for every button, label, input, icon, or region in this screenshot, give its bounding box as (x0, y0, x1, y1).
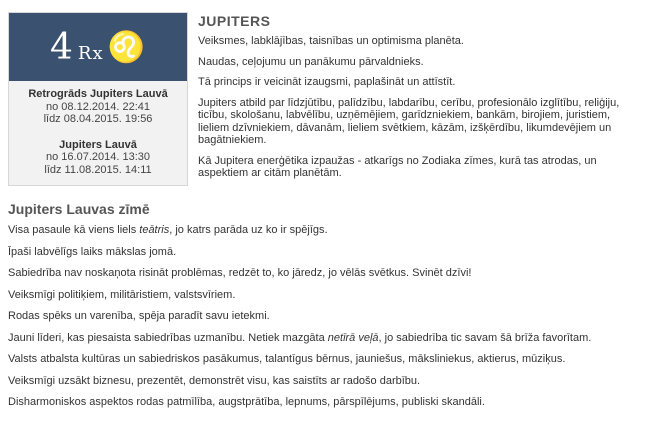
sign-paragraph-8: Veiksmīgi uzsākt biznesu, prezentēt, demonstrēt visu, kas saistīts ar radošo darbību. (8, 374, 421, 387)
planet-title: JUPITERS (198, 13, 271, 29)
transit-dates (9, 88, 187, 176)
retrograde-from: no 08.12.2014. 22:41 (46, 100, 150, 113)
jupiter-icon: 4 (50, 26, 74, 68)
sign-paragraph-5: Rodas spēks un varenība, spēja paradīt savu ietekmi. (8, 310, 270, 322)
planet-description (198, 12, 643, 180)
sign-paragraph-9: Disharmoniskos aspektos rodas patmīlība, augstprātība, lepnums, pārspīlējums, publiski skandāli. (8, 396, 485, 408)
transit-to: līdz 11.08.2015. 14:11 (44, 163, 152, 176)
sign-section (8, 200, 644, 409)
sign-paragraph-3: Sabiedrība nav noskaņota risināt problēmas, redzēt to, ko jāredz, jo vēlās svētkus. Svinēt dzīvi! (8, 267, 472, 279)
planet-paragraph-5: Kā Jupitera enerģētika izpaužas - atkarīgs no Zodiaka zīmes, kurā tas atrodas, un aspektiem ar citām planētām. (198, 154, 597, 179)
sign-paragraph-7: Valsts atbalsta kultūras un sabiedriskos pasākumus, talantīgus bērnus, jauniešus, māksliniekus, aktierus, mūziķus. (8, 353, 566, 365)
retrograde-to: līdz 08.04.2015. 19:56 (43, 113, 153, 125)
transit-from: no 16.07.2014. 13:30 (46, 151, 150, 163)
zodiac-glyphs (9, 13, 187, 81)
sign-paragraph-4: Veiksmīgi politiķiem, militāristiem, valstsvīriem. (8, 288, 236, 301)
sign-paragraph-2: Īpaši labvēlīgs laiks mākslas jomā. (8, 245, 177, 258)
retrograde-title: Retrogrāds Jupiters Lauvā (28, 88, 168, 100)
jupiter-leo-image (9, 13, 187, 81)
planet-paragraph-2: Naudas, ceļojumu un panākumu pārvaldnieks. (198, 55, 424, 68)
leo-icon: ♌ (107, 29, 146, 65)
planet-paragraph-4: Jupiters atbild par līdzjūtību, palīdzību, labdarību, cerību, profesionālo izglītību, reliģiju, ticību, skološanu, labvēlību, uzņēmējiem, garīdzniekiem, bankām, birojiem, juristiem, lieliem dzīvniekiem, dāvanām, lieliem svētkiem, kāzām, izšķērdību, likumdevējiem un bagātniekiem. (198, 96, 620, 146)
retrograde-icon: Rx (77, 42, 104, 64)
planet-paragraph-1: Veiksmes, labklājības, taisnības un optimisma planēta. (198, 35, 464, 47)
sign-paragraph-6: Jauni līderi, kas piesaista sabiedrības uzmanību. Netiek mazgāta netīrā veļā, jo sabiedrība tic savam šā brīža favorītam. (8, 331, 592, 344)
transit-card (8, 12, 188, 186)
sign-paragraph-1: Visa pasaule kā viens liels teātris, jo katrs parāda uz ko ir spējīgs. (8, 224, 328, 236)
transit-title: Jupiters Lauvā (59, 138, 137, 151)
sign-title: Jupiters Lauvas zīmē (8, 201, 150, 217)
planet-paragraph-3: Tā princips ir veicināt izaugsmi, paplašināt un attīstīt. (198, 76, 456, 88)
